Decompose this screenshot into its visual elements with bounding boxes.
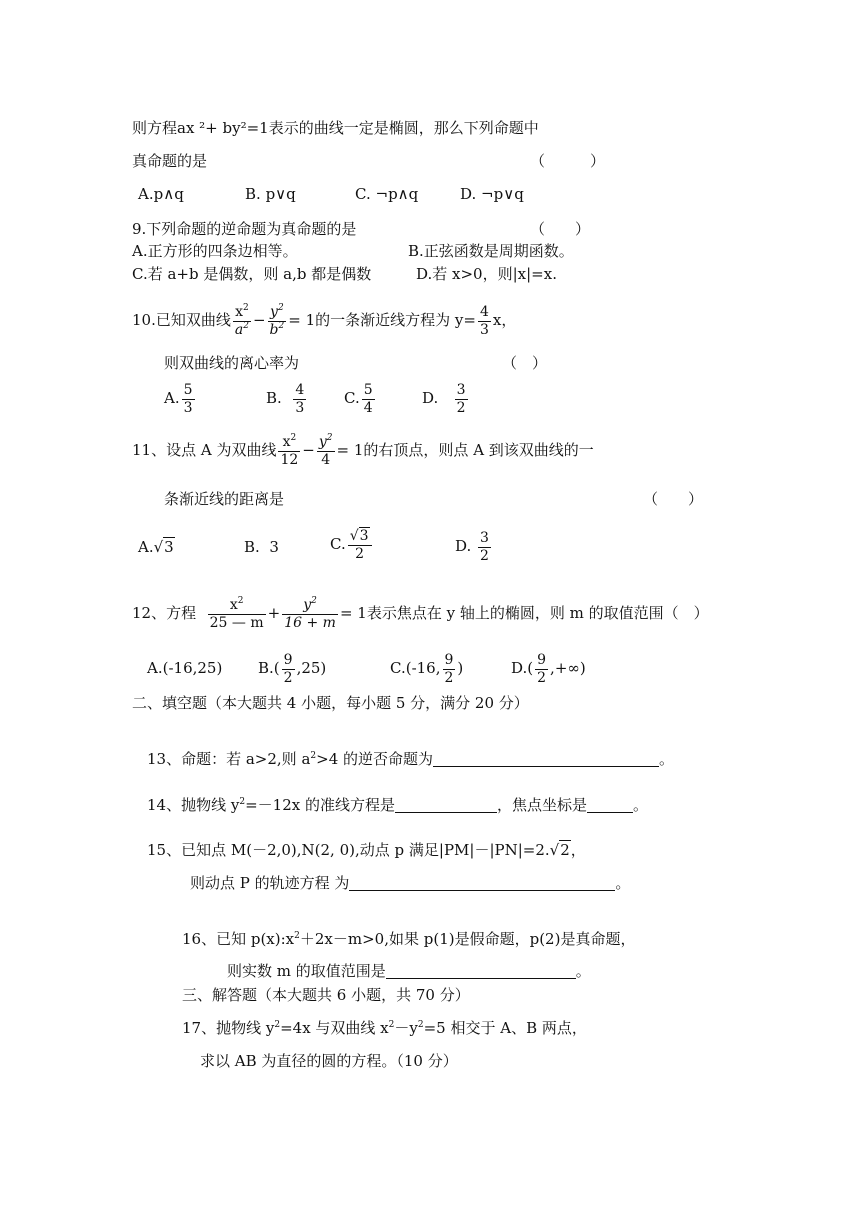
q9-option-a: A.正方形的四条边相等。 [132,242,298,260]
q14-directrix-blank[interactable] [395,797,497,813]
q11-frac-y: $\frac{y^2}{4}$ [318,432,333,468]
q12-frac-y: $\frac{y^2}{16 + m}$ [284,595,336,631]
q14-line: 14、抛物线 $y^2=-12x$ 的准线方程是 ，焦点坐标是 。 [147,796,648,814]
q8-line2 [132,151,207,171]
q12-line1: 12、方程 $\frac{x^2}{25 — m}$ + $\frac{y^2}{16 + m}$ = 1表示焦点在 y 轴上的椭圆，则 m 的取值范围（ ） [132,595,709,631]
q11-option-c: C. $\frac{√3}{2}$ [330,522,374,566]
q8-option-c: C. ¬p∧q [355,185,419,203]
q10-line2: 则双曲线的离心率为 [164,354,300,372]
q13-answer-blank[interactable] [433,751,659,767]
q10-option-a: A. $\frac{5}{3}$ [164,381,193,416]
q10-frac-x2a2: $\frac{x^2}{a^2}$ [234,302,249,338]
q17-line1: 17、抛物线 $y^2=4x$ 与双曲线 $x^2-y^2=5$ 相交于 A、B 两点， [182,1019,587,1037]
q8-option-a: A.p∧q [138,185,184,203]
q15-line2: 则动点 P 的轨迹方程 为 。 [190,874,631,892]
q16-line2: 则实数 m 的取值范围是 。 [227,962,591,980]
q9-option-b: B.正弦函数是周期函数。 [408,242,574,260]
q10-slope: $\frac{4}{3}$ [479,303,489,338]
q11-option-a: A.√3 [138,538,174,556]
q10-blank: （ ） [502,354,548,372]
q8-line1-text: 则方程ax ²+ by²=1表示的曲线一定是椭圆，那么下列命题中 [132,119,539,137]
section-fill-in-heading: 二、填空题（本大题共 4 小题，每小题 5 分，满分 20 分） [132,694,529,712]
q9-blank: （ ） [530,220,591,238]
q11-line2: 条渐近线的距离是 [164,490,285,508]
q9-option-c: C.若 a+b 是偶数，则 a,b 都是偶数 [132,265,372,283]
q12-option-a: A.(-16,25) [147,659,223,677]
q12-pre: 12、方程 [132,604,197,622]
q8-option-b: B. p∨q [245,185,296,203]
q11-line1: 11、设点 A 为双曲线 $\frac{x^2}{12}$ − $\frac{y^2}{4}$ = 1的右顶点，则点 A 到该双曲线的一 [132,432,594,468]
q12-option-d: D.( $\frac{9}{2}$ ,+∞) [511,651,586,686]
q10-mid: 的一条渐近线方程为 y= [315,311,476,329]
q14-focus-blank[interactable] [587,797,633,813]
q12-frac-x: $\frac{x^2}{25 — m}$ [209,595,264,631]
q8-blank: （ ） [530,152,606,170]
q13-line: 13、命题：若 a>2,则 $a^2>4$ 的逆否命题为 。 [147,750,675,768]
q16-line1: 16、已知 $p(x):x^2+2x-m>0$,如果 p(1)是假命题，p(2)是真命题， [182,930,636,948]
q8-option-d: D. ¬p∨q [460,185,524,203]
q16-answer-blank[interactable] [386,963,576,979]
q17-line2: 求以 AB 为直径的圆的方程。（10 分） [200,1052,458,1070]
q11-blank: （ ） [643,490,704,508]
section-answer-heading: 三、解答题（本大题共 6 小题，共 70 分） [182,986,470,1004]
q10-option-c: C. $\frac{5}{4}$ [344,381,373,416]
q11-pre: 11、设点 A 为双曲线 [132,441,277,459]
q10-frac-y2b2: $\frac{y^2}{b^2}$ [269,302,285,338]
q11-option-b: B. 3 [244,538,279,556]
q10-option-d: D. $\frac{3}{2}$ [422,381,466,416]
q12-post: 表示焦点在 y 轴上的椭圆，则 m 的取值范围（ ） [366,604,709,622]
q10-pre: 10.已知双曲线 [132,311,231,329]
q15-answer-blank[interactable] [349,875,615,891]
q11-post: 的右顶点，则点 A 到该双曲线的一 [363,441,594,459]
q11-option-d: D. $\frac{3}{2}$ [455,529,489,564]
q8-line1 [132,118,539,138]
q9-option-d: D.若 x>0，则|x|=x. [416,265,557,283]
q10-option-b: B. $\frac{4}{3}$ [266,381,305,416]
q8-stem: 真命题的是 [132,152,208,170]
q12-option-b: B.( $\frac{9}{2}$ ,25) [258,651,327,686]
q10-line1: 10.已知双曲线 $\frac{x^2}{a^2}$ − $\frac{y^2}{b^2}$ = 1的一条渐近线方程为 y= $\frac{4}{3}$ x， [132,302,517,338]
q15-line1: 15、已知点 M(－2,0),N(2, 0),动点 p 满足|PM|－|PN|=2.√2， [147,841,586,859]
q11-frac-x: $\frac{x^2}{12}$ [280,432,299,468]
q9-stem: 9.下列命题的逆命题为真命题的是 [132,220,357,238]
q12-option-c: C.(-16, $\frac{9}{2}$ ) [390,651,464,686]
